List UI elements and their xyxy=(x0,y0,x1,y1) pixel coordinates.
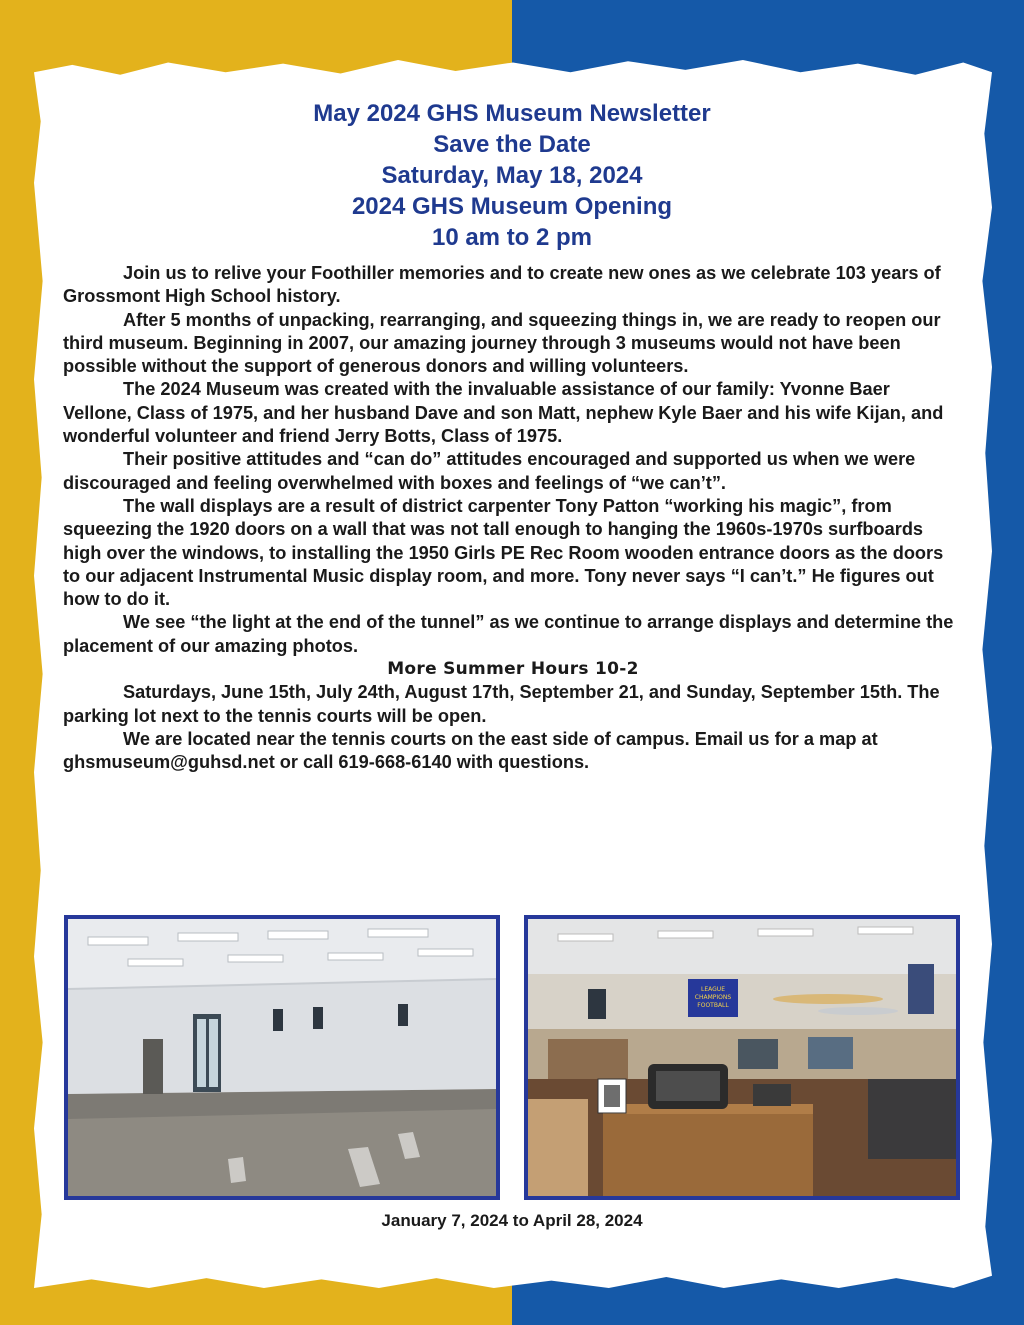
paragraph-tunnel: We see “the light at the end of the tunnel” as we continue to arrange displays and determine the placement of our amazing photos. xyxy=(63,612,954,656)
paragraph-attitudes: Their positive attitudes and “can do” attitudes encouraged and supported us when we were discouraged and feeling overwhelmed with boxes and feelings of “we can’t”. xyxy=(63,449,916,493)
paragraph-summer-dates: Saturdays, June 15th, July 24th, August 17th, September 21, and Sunday, September 15th. The parking lot next to the tennis courts will be open. xyxy=(63,682,940,726)
museum-displays-illustration xyxy=(528,919,956,1196)
board-line-2: CHAMPIONS xyxy=(694,994,732,1001)
heading-line-hours: 10 am to 2 pm xyxy=(431,224,593,251)
paragraph-wall-displays: The wall displays are a result of district carpenter Tony Patton “working his magic”, from squeezing the 1920 doors on a wall that was not tall enough to hanging the 1960s-1970s surfboards high over the windows, to installing the 1950 Girls PE Rec Room wooden entrance doors as the doors to our adjacent Instrumental Music display room, and more. Tony never says “I can’t.” He figures out how to do it. xyxy=(63,495,944,610)
photo-empty-museum-room xyxy=(64,915,500,1200)
summer-hours-heading: More Summer Hours 10-2 xyxy=(387,659,639,680)
newsletter-body xyxy=(63,262,963,775)
board-line-1: LEAGUE xyxy=(701,986,725,993)
heading-line-date: Saturday, May 18, 2024 xyxy=(381,162,643,189)
photo-museum-displays xyxy=(524,915,960,1200)
board-line-3: FOOTBALL xyxy=(697,1002,729,1009)
photo-caption: January 7, 2024 to April 28, 2024 xyxy=(381,1211,643,1230)
heading-line-save-the-date: Save the Date xyxy=(433,131,591,158)
empty-room-illustration xyxy=(68,919,496,1196)
paragraph-reopen: After 5 months of unpacking, rearranging, and squeezing things in, we are ready to reopen our third museum. Beginning in 2007, our amazing journey through 3 museums would not have been possible without the support of generous donors and willing volunteers. xyxy=(63,309,941,377)
heading-line-event: 2024 GHS Museum Opening xyxy=(351,193,673,220)
heading-line-title: May 2024 GHS Museum Newsletter xyxy=(313,100,711,127)
paragraph-intro: Join us to relive your Foothiller memories and to create new ones as we celebrate 103 years of Grossmont High School history. xyxy=(63,263,941,307)
newsletter-heading xyxy=(0,98,1024,253)
paragraph-location: We are located near the tennis courts on the east side of campus. Email us for a map at ghsmuseum@guhsd.net or call 619-668-6140 with questions. xyxy=(63,728,878,773)
paragraph-family: The 2024 Museum was created with the invaluable assistance of our family: Yvonne Baer Vellone, Class of 1975, and her husband Dave and son Matt, nephew Kyle Baer and his wife Kijan, and wonderful volunteer and friend Jerry Botts, Class of 1975. xyxy=(63,379,944,447)
